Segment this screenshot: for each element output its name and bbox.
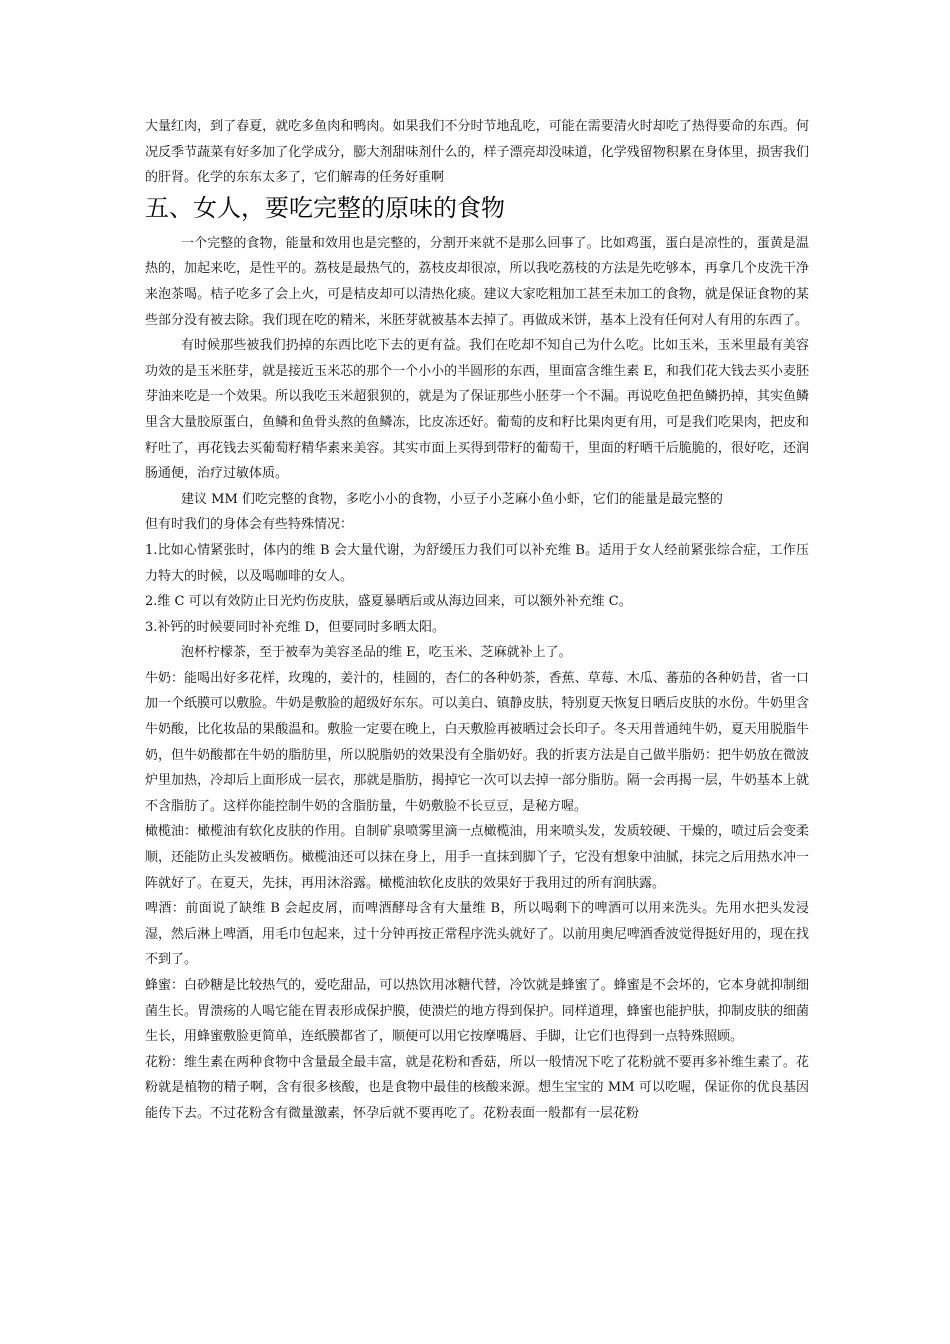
list-item: 2.维 C 可以有效防止日光灼伤皮肤，盛夏暴晒后或从海边回来，可以额外补充维 C。	[145, 594, 632, 610]
paragraph-recommendation: 建议 MM 们吃完整的食物，多吃小小的食物，小豆子小芝麻小鱼小虾，它们的能量是最完整的	[181, 491, 723, 507]
item-milk: 牛奶：能喝出好多花样，玫瑰的，姜汁的，桂圆的，杏仁的各种奶茶，香蕉、草莓、木瓜、蕃茄的各种奶昔，省一口加一个纸膜可以敷脸。牛奶是敷脸的超级好东东。可以美白、镇静皮肤，特别夏天恢复日晒后皮肤的水份。牛奶里含牛奶酸，比化妆品的果酸温和。敷脸一定要在晚上，白天敷脸再被晒过会长印子。冬天用普通纯牛奶，夏天用脱脂牛奶，但牛奶酸都在牛奶的脂肪里，所以脱脂奶的效果没有全脂奶好。我的折衷方法是自己做半脂奶：把牛奶放在微波炉里加热，冷却后上面形成一层衣，那就是脂肪，揭掉它一次可以去掉一部分脂肪。隔一会再揭一层，牛奶基本上就不含脂肪了。这样你能控制牛奶的含脂肪量，牛奶敷脸不长豆豆，是秘方喔。	[145, 670, 809, 814]
intro-paragraph: 大量红肉，到了春夏，就吃多鱼肉和鸭肉。如果我们不分时节地乱吃，可能在需要清火时却吃了热得要命的东西。何况反季节蔬菜有好多加了化学成分，膨大剂甜味剂什么的，样子漂亮却没味道，化学残留物积累在身体里，损害我们的肝肾。化学的东东太多了，它们解毒的任务好重啊	[145, 119, 809, 186]
document-page	[145, 114, 809, 1127]
special-intro: 但有时我们的身体会有些特殊情况：	[145, 517, 354, 533]
paragraph-discarded-parts: 有时候那些被我们扔掉的东西比吃下去的更有益。我们在吃却不知自己为什么吃。比如玉米，玉米里最有美容功效的是玉米胚芽，就是接近玉米芯的那个一个小小的半圆形的东西，里面富含维生素 E，和我们花大钱去买小麦胚芽油来吃是一个效果。所以我吃玉米超狠狈的，就是为了保证那些小胚芽一个不漏。再说吃鱼把鱼鳞扔掉，其实鱼鳞里含大量胶原蛋白，鱼鳞和鱼骨头熬的鱼鳞冻，比皮冻还好。葡萄的皮和籽比果肉更有用，可是我们吃果肉，把皮和籽吐了，再花钱去买葡萄籽精华素来美容。其实市面上买得到带籽的葡萄干，里面的籽晒干后脆脆的，很好吃，还润肠通便，治疗过敏体质。	[145, 338, 809, 482]
item-honey: 蜂蜜：白砂糖是比较热气的，爱吃甜品，可以热饮用冰糖代替，冷饮就是蜂蜜了。蜂蜜是不会坏的，它本身就抑制细菌生长。胃溃疡的人喝它能在胃表形成保护膜，使溃烂的地方得到保护。同样道理，蜂蜜也能护肤，抑制皮肤的细菌生长，用蜂蜜敷脸更简单，连纸膜都省了，顺便可以用它按摩嘴唇、手脚，让它们也得到一点特殊照顾。	[145, 978, 809, 1045]
item-beer: 啤酒：前面说了缺维 B 会起皮屑，而啤酒酵母含有大量维 B，所以喝剩下的啤酒可以用来洗头。先用水把头发浸湿，然后淋上啤酒，用毛巾包起来，过十分钟再按正常程序洗头就好了。以前用奥尼啤酒香波觉得挺好用的，现在找不到了。	[145, 901, 809, 968]
list-item: 3.补钙的时候要同时补充维 D，但要同时多晒太阳。	[145, 619, 445, 635]
lemon-line: 泡杯柠檬茶，至于被奉为美容圣品的维 E，吃玉米、芝麻就补上了。	[181, 645, 572, 661]
list-item: 1.比如心情紧张时，体内的维 B 会大量代谢，为舒缓压力我们可以补充维 B。适用于女人经前紧张综合症，工作压力特大的时候，以及喝咖啡的女人。	[145, 542, 809, 584]
item-olive-oil: 橄榄油：橄榄油有软化皮肤的作用。自制矿泉喷雾里滴一点橄榄油，用来喷头发，发质较硬、干燥的，喷过后会变柔顺，还能防止头发被晒伤。橄榄油还可以抹在身上，用手一直抹到脚丫子，它没有想象中油腻，抹完之后用热水冲一阵就好了。在夏天，先抹，再用沐浴露。橄榄油软化皮肤的效果好于我用过的所有润肤露。	[145, 824, 809, 891]
paragraph-whole-food: 一个完整的食物，能量和效用也是完整的，分割开来就不是那么回事了。比如鸡蛋，蛋白是凉性的，蛋黄是温热的，加起来吃，是性平的。荔枝是最热气的，荔枝皮却很凉，所以我吃荔枝的方法是先吃够本，再拿几个皮洗干净来泡茶喝。桔子吃多了会上火，可是桔皮却可以清热化痰。建议大家吃粗加工甚至未加工的食物，就是保证食物的某些部分没有被去除。我们现在吃的精米，米胚芽就被基本去掉了。再做成米饼，基本上没有任何对人有用的东西了。	[145, 235, 809, 328]
item-pollen: 花粉：维生素在两种食物中含量最全最丰富，就是花粉和香菇，所以一般情况下吃了花粉就不要再多补维生素了。花粉就是植物的精子啊，含有很多核酸，也是食物中最佳的核酸来源。想生宝宝的 MM 可以吃喔，保证你的优良基因能传下去。不过花粉含有微量激素，怀孕后就不要再吃了。花粉表面一般都有一层花粉	[145, 1054, 809, 1121]
section-heading: 五、女人，要吃完整的原味的食物	[145, 193, 505, 222]
